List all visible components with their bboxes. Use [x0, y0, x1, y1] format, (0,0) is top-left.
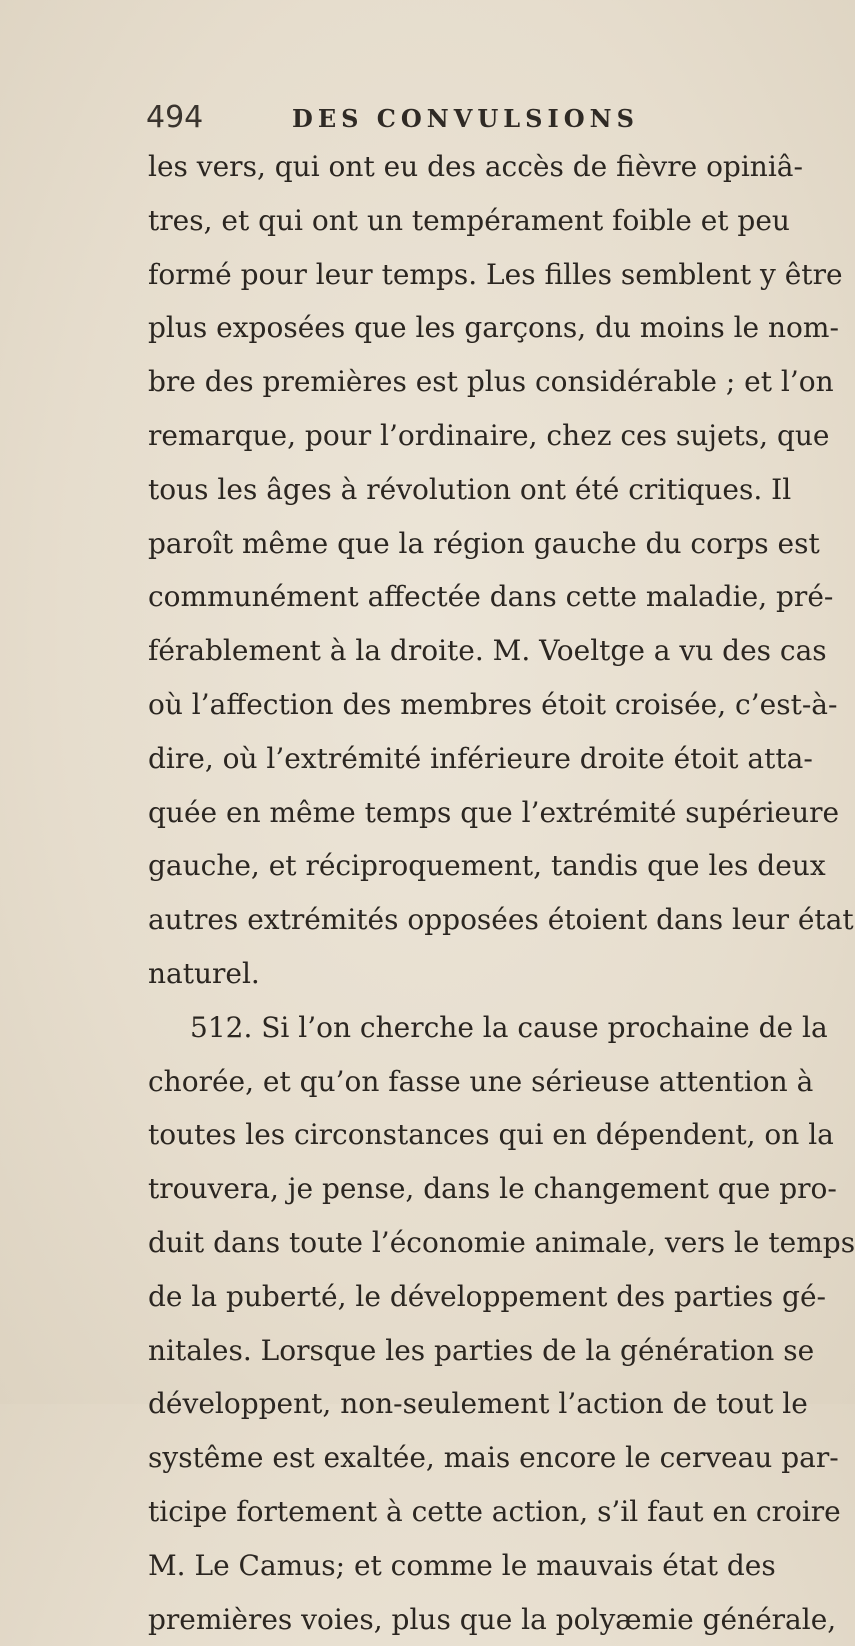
- body-text: [148, 140, 855, 1646]
- text-line: systême est exaltée, mais encore le cerveau par-: [148, 1441, 839, 1475]
- paragraph-start-line: 512. Si l’on cherche la cause prochaine de la: [190, 1010, 828, 1044]
- text-line: formé pour leur temps. Les filles semblent y être: [148, 257, 843, 291]
- text-line: férablement à la droite. M. Voeltge a vu des cas: [148, 634, 827, 668]
- text-line: chorée, et qu’on fasse une sérieuse attention à: [148, 1064, 814, 1098]
- running-title: DES CONVULSIONS: [292, 104, 639, 133]
- page-number: 494: [146, 100, 204, 135]
- text-line: remarque, pour l’ordinaire, chez ces sujets, que: [148, 418, 830, 452]
- text-line: de la puberté, le développement des parties gé-: [148, 1279, 827, 1313]
- text-line: dire, où l’extrémité inférieure droite étoit atta-: [148, 741, 813, 775]
- text-line: quée en même temps que l’extrémité supérieure: [148, 795, 840, 829]
- text-line: ticipe fortement à cette action, s’il faut en croire: [148, 1494, 841, 1528]
- text-line: tres, et qui ont un tempérament foible et peu: [148, 203, 790, 237]
- paragraph-end-line: naturel.: [148, 956, 260, 990]
- text-line: développent, non-seulement l’action de tout le: [148, 1387, 808, 1421]
- text-line: bre des premières est plus considérable ; et l’on: [148, 365, 834, 399]
- text-line: M. Le Camus; et comme le mauvais état des: [148, 1548, 776, 1582]
- text-line: duit dans toute l’économie animale, vers le temps: [148, 1225, 855, 1259]
- text-line: autres extrémités opposées étoient dans leur état: [148, 903, 854, 937]
- text-line: gauche, et réciproquement, tandis que les deux: [148, 849, 826, 883]
- text-line: les vers, qui ont eu des accès de fièvre opiniâ-: [148, 150, 803, 183]
- text-line: plus exposées que les garçons, du moins le nom-: [148, 311, 839, 345]
- text-line: où l’affection des membres étoit croisée, c’est-à-: [148, 687, 838, 721]
- text-line: toutes les circonstances qui en dépendent, on la: [148, 1118, 834, 1152]
- running-head: [146, 98, 766, 138]
- text-line: trouvera, je pense, dans le changement que pro-: [148, 1172, 837, 1206]
- text-line: premières voies, plus que la polyæmie générale,: [148, 1602, 837, 1636]
- text-line: nitales. Lorsque les parties de la génération se: [148, 1333, 815, 1367]
- text-line: tous les âges à révolution ont été critiques. Il: [148, 472, 792, 506]
- text-line: paroît même que la région gauche du corps est: [148, 526, 820, 560]
- text-line: communément affectée dans cette maladie, pré-: [148, 580, 834, 614]
